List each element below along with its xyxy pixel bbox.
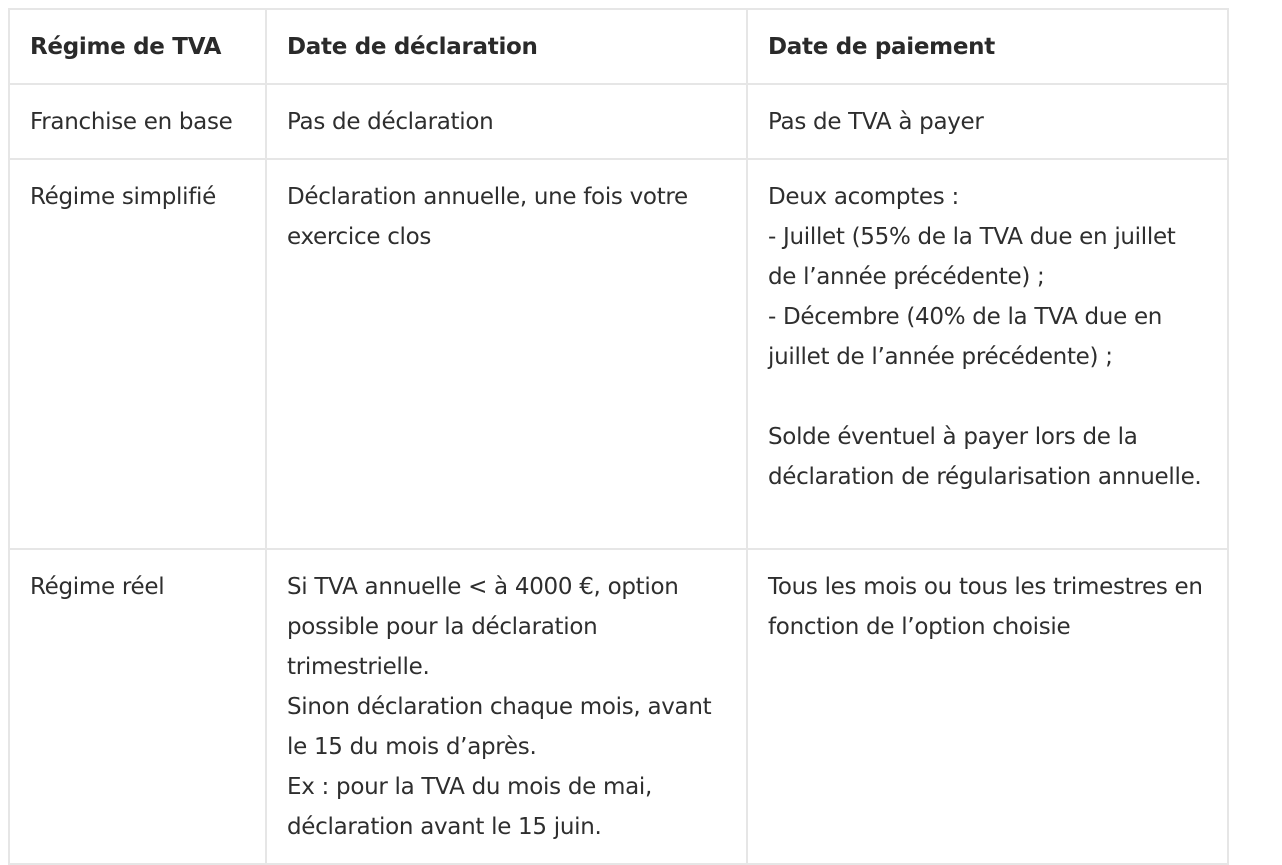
cell-regime: Régime simplifié xyxy=(9,159,266,549)
cell-text: Déclaration annuelle, une fois votre exercice clos xyxy=(287,184,695,250)
cell-text: Pas de déclaration xyxy=(287,109,494,135)
table-row xyxy=(9,549,1228,864)
header-regime: Régime de TVA xyxy=(9,9,266,84)
cell-declaration xyxy=(266,84,747,159)
cell-text: - Décembre (40% de la TVA due en juillet de l’année précédente) ; xyxy=(768,304,1170,370)
cell-text: Sinon déclaration chaque mois, avant le 15 du mois d’après. xyxy=(287,694,719,760)
header-date-declaration: Date de déclaration xyxy=(266,9,747,84)
cell-paiement xyxy=(747,159,1228,549)
cell-regime: Régime réel xyxy=(9,549,266,864)
vat-regime-table xyxy=(8,8,1229,865)
cell-text: Ex : pour la TVA du mois de mai, déclaration avant le 15 juin. xyxy=(287,774,660,840)
cell-text: Solde éventuel à payer lors de la déclaration de régularisation annuelle. xyxy=(768,424,1202,490)
table-header-row xyxy=(9,9,1228,84)
cell-text: Si TVA annuelle < à 4000 €, option possible pour la déclaration trimestrielle. xyxy=(287,574,686,680)
cell-paiement xyxy=(747,84,1228,159)
cell-text: Deux acomptes : xyxy=(768,184,959,210)
cell-text: Tous les mois ou tous les trimestres en fonction de l’option choisie xyxy=(768,574,1210,640)
blank-line xyxy=(768,377,1207,417)
cell-declaration xyxy=(266,159,747,549)
cell-declaration xyxy=(266,549,747,864)
table-row xyxy=(9,84,1228,159)
cell-text: Pas de TVA à payer xyxy=(768,109,984,135)
cell-text: - Juillet (55% de la TVA due en juillet de l’année précédente) ; xyxy=(768,224,1183,290)
cell-regime: Franchise en base xyxy=(9,84,266,159)
table-row xyxy=(9,159,1228,549)
cell-paiement xyxy=(747,549,1228,864)
header-date-paiement: Date de paiement xyxy=(747,9,1228,84)
